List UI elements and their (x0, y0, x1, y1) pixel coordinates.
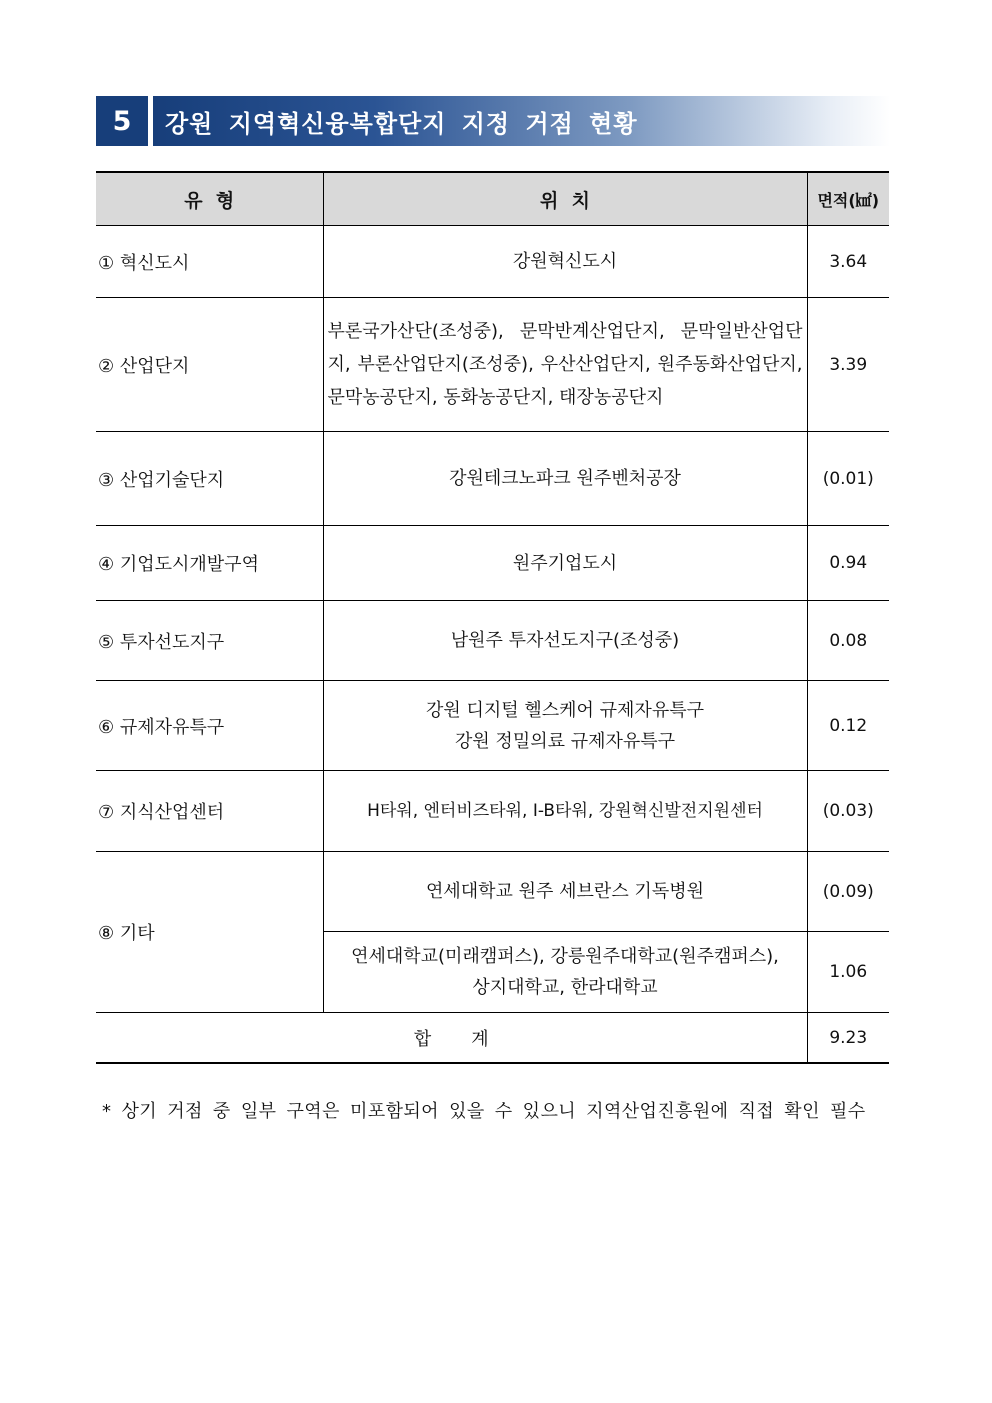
section-title-bar (96, 96, 890, 146)
table-row (96, 226, 889, 298)
section-number: 5 (96, 96, 148, 146)
header-type: 유 형 (96, 172, 323, 226)
row-area: (0.03) (807, 771, 889, 852)
header-area: 면적(㎢) (807, 172, 889, 226)
row-area: (0.09) (807, 852, 889, 932)
row-type: ⑤ 투자선도지구 (96, 601, 323, 681)
row-type: ① 혁신도시 (96, 226, 323, 298)
row-type: ⑦ 지식산업센터 (96, 771, 323, 852)
location-line: 연세대학교(미래캠퍼스), 강릉원주대학교(원주캠퍼스), (351, 946, 779, 967)
location-line: 강원 정밀의료 규제자유특구 (454, 730, 676, 752)
row-area: 1.06 (807, 932, 889, 1013)
row-type: ③ 산업기술단지 (96, 432, 323, 526)
hub-status-table (96, 171, 889, 1064)
total-row (96, 1013, 889, 1064)
row-location: H타워, 엔터비즈타워, I-B타워, 강원혁신발전지원센터 (323, 771, 807, 852)
row-area: 0.12 (807, 681, 889, 771)
location-line: 상지대학교, 한라대학교 (472, 977, 658, 998)
table-row (96, 601, 889, 681)
footnote: * 상기 거점 중 일부 구역은 미포함되어 있을 수 있으니 지역산업진흥원에 직접 확인 필수 (102, 1101, 866, 1122)
row-location: 연세대학교 원주 세브란스 기독병원 (323, 852, 807, 932)
row-location: 강원테크노파크 원주벤처공장 (323, 432, 807, 526)
table-row (96, 526, 889, 601)
row-location: 부론국가산단(조성중), 문막반계산업단지, 문막일반산업단지, 부론산업단지(조성중), 우산산업단지, 원주동화산업단지, 문막농공단지, 동화농공단지, 태장농공단지 (323, 298, 807, 432)
row-type: ② 산업단지 (96, 298, 323, 432)
total-label: 합계 (96, 1013, 807, 1064)
table-row (96, 771, 889, 852)
row-area: 0.08 (807, 601, 889, 681)
table-row (96, 432, 889, 526)
table-row (96, 298, 889, 432)
row-type: ⑧ 기타 (96, 852, 323, 1013)
row-location: 남원주 투자선도지구(조성중) (323, 601, 807, 681)
row-location (323, 932, 807, 1013)
location-line: 강원 디지털 헬스케어 규제자유특구 (426, 699, 704, 721)
table-row (96, 681, 889, 771)
row-type: ⑥ 규제자유특구 (96, 681, 323, 771)
row-location: 원주기업도시 (323, 526, 807, 601)
section-title: 강원 지역혁신융복합단지 지정 거점 현황 (153, 96, 890, 146)
row-location: 강원혁신도시 (323, 226, 807, 298)
header-location: 위 치 (323, 172, 807, 226)
table-header-row (96, 172, 889, 226)
row-area: 0.94 (807, 526, 889, 601)
row-area: 3.39 (807, 298, 889, 432)
row-type: ④ 기업도시개발구역 (96, 526, 323, 601)
total-area: 9.23 (807, 1013, 889, 1064)
row-area: 3.64 (807, 226, 889, 298)
row-location (323, 681, 807, 771)
row-area: (0.01) (807, 432, 889, 526)
table-row (96, 852, 889, 932)
